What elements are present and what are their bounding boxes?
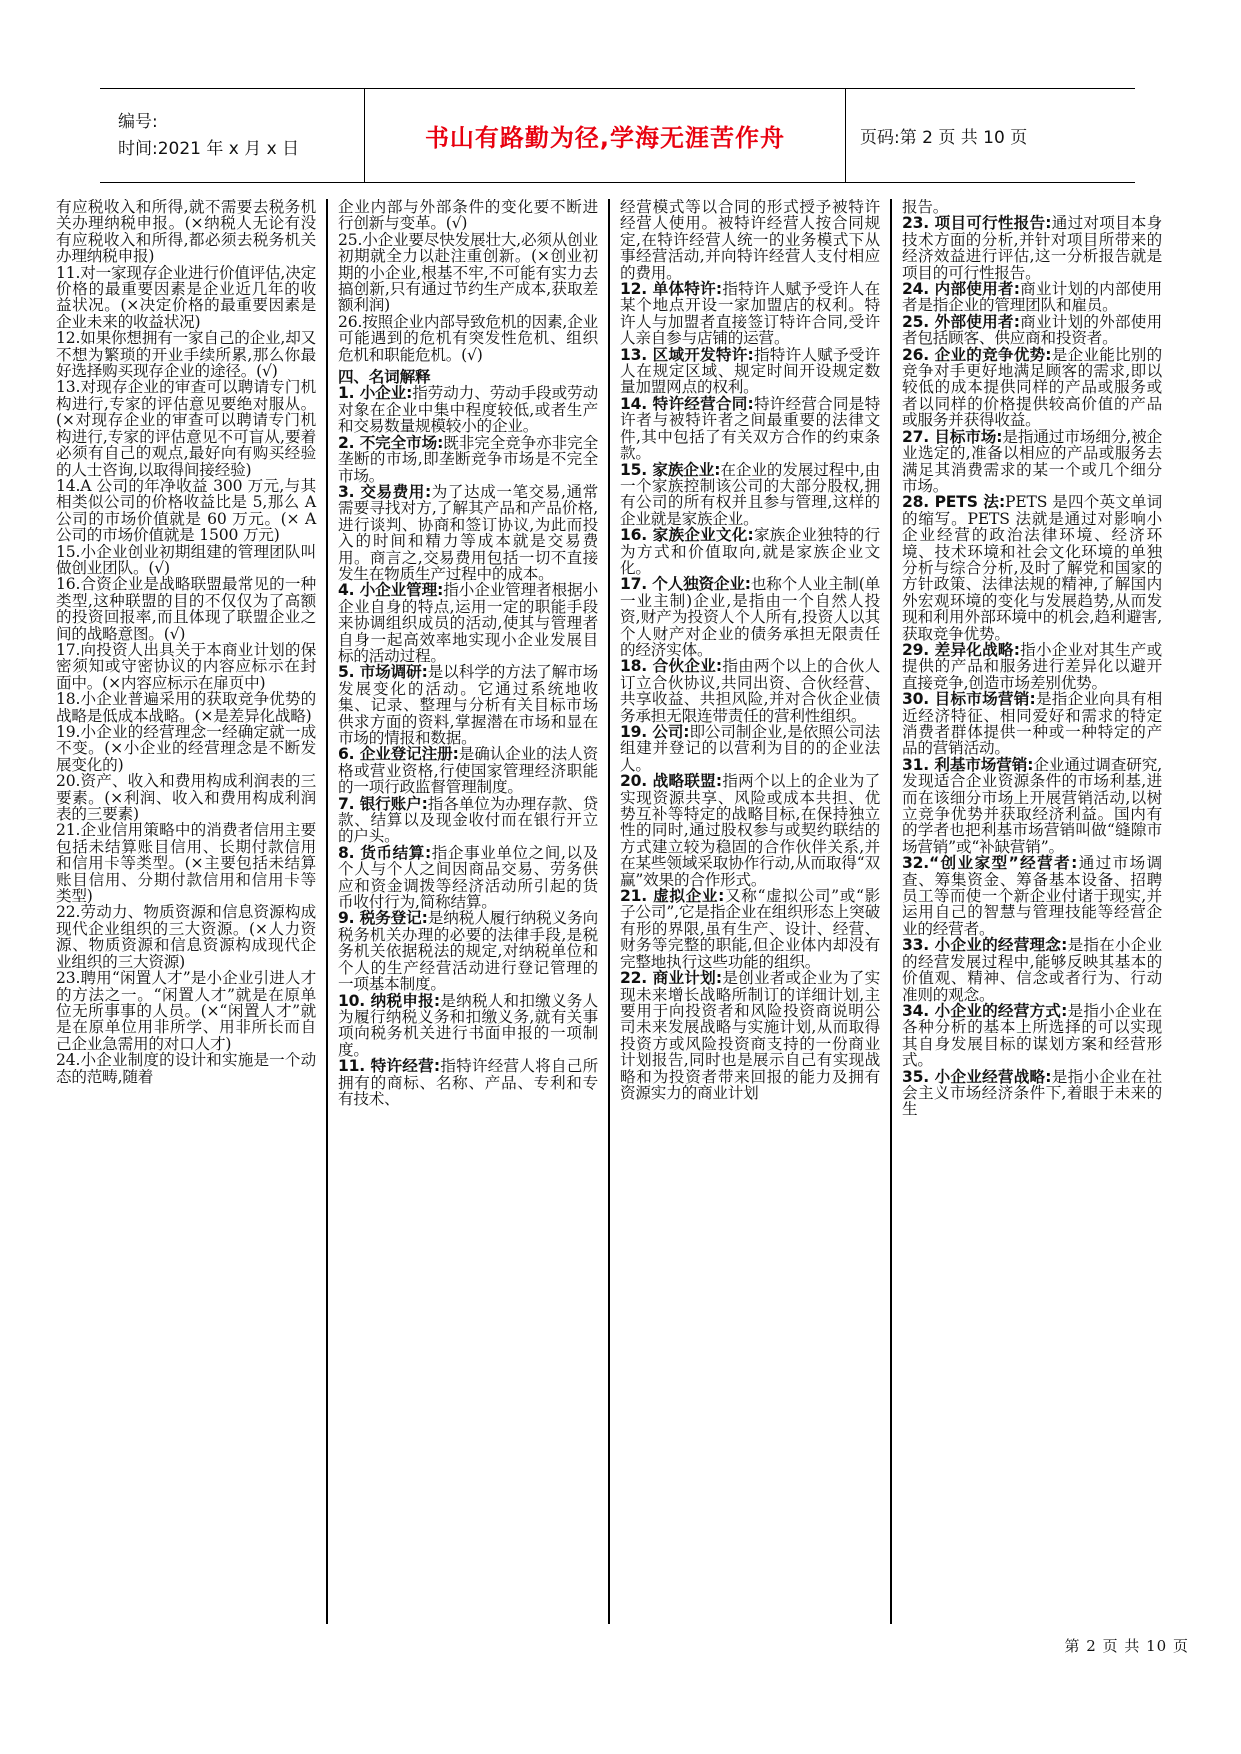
term-entry — [620, 724, 880, 773]
paragraph-text: 是以科学的方法了解市场发展变化的活动。它通过系统地收集、记录、整理与分析有关目标市场供求方面的资料,掌握潜在市场和显在市场的情报和数据。 — [338, 663, 598, 747]
paragraph-text: 14.A 公司的年净收益 300 万元,与其相类似公司的价格收益比是 5,那么 A 公司的市场价值就是 60 万元。(× A 公司的市场价值就是 1500 万元) — [56, 476, 316, 545]
term-label: 1. 小企业: — [338, 384, 413, 403]
header-meta — [100, 89, 364, 182]
paragraph-text: 商业计划的外部使用者包括顾客、供应商和投资者。 — [902, 312, 1162, 348]
text-paragraph — [56, 199, 316, 265]
term-entry — [902, 347, 1162, 429]
term-entry — [620, 773, 880, 888]
text-paragraph — [56, 773, 316, 822]
term-label: 32.“创业家型”经营者: — [902, 854, 1078, 873]
text-paragraph — [56, 822, 316, 904]
text-paragraph — [338, 314, 598, 363]
paragraph-text: 16.合资企业是战略联盟最常见的一种类型,这种联盟的目的不仅仅为了高额的投资回报率,而且体现了联盟企业之间的战略意图。(√) — [56, 575, 316, 643]
text-paragraph — [56, 576, 316, 642]
term-label: 18. 合伙企业: — [620, 657, 722, 676]
paragraph-text: 25.小企业要尽快发展壮大,必须从创业初期就全力以赴注重创新。(×创业初期的小企业,根基不牢,不可能有实力去搞创新,只有通过节约生产成本,获取差额利润) — [338, 230, 598, 315]
term-label: 22. 商业计划: — [620, 969, 722, 988]
paragraph-text: 通过对项目本身技术方面的分析,并针对项目所带来的经济效益进行评估,这一分析报告就是项目的可行性报告。 — [902, 214, 1163, 282]
paragraph-text: 通过市场调查、筹集资金、筹备基本设备、招聘员工等而使一个新企业付诸于现实,并运用自己的智慧与管理技能等经营企业的经营者。 — [902, 854, 1162, 938]
term-entry — [902, 429, 1162, 495]
text-paragraph — [56, 478, 316, 544]
term-entry — [620, 347, 880, 396]
text-paragraph — [56, 691, 316, 724]
term-label: 27. 目标市场: — [902, 427, 1003, 446]
term-label: 16. 家族企业文化: — [620, 526, 754, 545]
paragraph-text: 为了达成一笔交易,通常需要寻找对方,了解其产品和产品价格,进行谈判、协商和签订协议,为此而投入的时间和精力等成本就是交易费用。商言之,交易费用包括一切不直接发生在物质生产过程中的成本。 — [338, 482, 598, 583]
term-label: 35. 小企业经营战略: — [902, 1067, 1052, 1086]
term-entry — [620, 281, 880, 347]
term-entry — [902, 314, 1162, 347]
paragraph-text: 指小企业管理者根据小企业自身的特点,运用一定的职能手段来协调组织成员的活动,使其与管理者自身一起高效率地实现小企业发展目标的活动过程。 — [338, 581, 598, 665]
paragraph-text: 即公司制企业,是依照公司法组建并登记的以营利为目的的企业法人。 — [620, 723, 881, 774]
term-label: 3. 交易费用: — [338, 482, 431, 501]
text-column-2 — [332, 199, 604, 1624]
term-label: 26. 企业的竞争优势: — [902, 345, 1052, 364]
text-paragraph — [338, 199, 598, 232]
paragraph-text: 是创业者或企业为了实现未来增长战略所制订的详细计划,主要用于向投资者和风险投资商说明公司未来发展战略与实施计划,从而取得投资方或风险投资商支持的一份商业计划报告,同时也是展示自己有实现战略和为投资者带来回报的能力及拥有资源实力的商业计划 — [620, 969, 880, 1102]
paragraph-text: 19.小企业的经营理念一经确定就一成不变。(×小企业的经营理念是不断发展变化的) — [56, 723, 316, 774]
term-label: 25. 外部使用者: — [902, 312, 1020, 331]
term-entry — [620, 396, 880, 462]
paragraph-text: 24.小企业制度的设计和实施是一个动态的范畴,随着 — [56, 1051, 316, 1086]
term-label: 10. 纳税申报: — [338, 991, 440, 1010]
text-paragraph — [56, 642, 316, 691]
text-paragraph — [902, 199, 1162, 215]
term-label: 4. 小企业管理: — [338, 581, 444, 600]
term-label: 8. 货币结算: — [338, 843, 431, 862]
term-entry — [338, 664, 598, 746]
paragraph-text: 指特许人赋予受许人在规定区域、规定时间开设规定数量加盟网点的权利。 — [620, 345, 880, 397]
paragraph-text: 经营模式等以合同的形式授予被特许经营人使用。被特许经营人按合同规定,在特许经营人统一的业务模式下从事经营活动,并向特许经营人支付相应的费用。 — [620, 199, 880, 282]
term-label: 15. 家族企业: — [620, 460, 721, 479]
paragraph-text: 是指在小企业的经营发展过程中,能够反映其基本的价值观、精神、信念或者行为、行动准则的观念。 — [902, 936, 1162, 1004]
paragraph-text: 22.劳动力、物质资源和信息资源构成现代企业组织的三大资源。(×人力资源、物质资源和信息资源构成现代企业组织的三大资源) — [56, 903, 316, 971]
term-entry — [902, 494, 1162, 642]
paragraph-text: 指小企业对其生产或提供的产品和服务进行差异化以避开直接竞争,创造市场差别优势。 — [902, 640, 1162, 692]
term-label: 2. 不完全市场: — [338, 433, 444, 452]
paragraph-text: 企业通过调查研究,发现适合企业资源条件的市场利基,进而在该细分市场上开展营销活动,以树立竞争优势并获取经济利益。国内有的学者也把利基市场营销叫做“缝隙市场营销”或“补缺营销”。 — [902, 755, 1162, 856]
paragraph-text: 企业内部与外部条件的变化要不断进行创新与变革。(√) — [338, 199, 598, 233]
paragraph-text: 指企事业单位之间,以及个人与个人之间因商品交易、劳务供应和资金调拨等经济活动所引起的货币收付行为,简称结算。 — [338, 843, 598, 912]
term-label: 20. 战略联盟: — [620, 772, 722, 791]
term-label: 5. 市场调研: — [338, 663, 428, 682]
text-paragraph — [56, 970, 316, 1052]
paragraph-text: 指两个以上的企业为了实现资源共享、风险或成本共担、优势互补等特定的战略目标,在保持独立性的同时,通过股权参与或契约联结的方式建立较为稳固的合作伙伴关系,并在某些领域采取协作行动,从而取得“双赢”效果的合作形式。 — [620, 772, 880, 889]
paragraph-text: 指特许经营人将自己所拥有的商标、名称、产品、专利和专有技术、 — [338, 1057, 598, 1108]
term-entry — [902, 215, 1162, 281]
text-column-1 — [50, 199, 322, 1624]
paragraph-text: 12.如果你想拥有一家自己的企业,却又不想为繁琐的开业手续所累,那么你最好选择购买现存企业的途径。(√) — [56, 329, 316, 381]
text-paragraph — [56, 1052, 316, 1085]
column-divider — [890, 199, 892, 1624]
text-paragraph — [56, 265, 316, 331]
paragraph-text: 商业计划的内部使用者是指企业的管理团队和雇员。 — [902, 280, 1162, 315]
column-divider — [608, 199, 610, 1624]
text-paragraph — [338, 232, 598, 314]
term-entry — [620, 527, 880, 576]
paragraph-text: 在企业的发展过程中,由一个家族控制该公司的大部分股权,拥有公司的所有权并且参与管理,这样的企业就是家族企业。 — [620, 460, 880, 528]
term-entry — [902, 757, 1162, 855]
paragraph-text: 23.聘用“闲置人才”是小企业引进人才的方法之一。“闲置人才”就是在原单位无所事事的人员。(×“闲置人才”就是在原单位用非所学、用非所长而自己企业急需用的对口人才) — [56, 969, 316, 1053]
term-entry — [338, 993, 598, 1059]
text-paragraph — [620, 199, 880, 281]
term-label: 11. 特许经营: — [338, 1057, 440, 1076]
header-motto-cell — [364, 89, 846, 182]
term-entry — [338, 484, 598, 582]
term-entry — [902, 1069, 1162, 1118]
term-label: 21. 虚拟企业: — [620, 887, 725, 906]
text-paragraph — [56, 330, 316, 379]
paragraph-text: 特许经营合同是特许者与被特许者之间最重要的法律文件,其中包括了有关双方合作的约束条款。 — [620, 394, 880, 463]
term-entry — [902, 855, 1162, 937]
paragraph-text: 报告。 — [902, 199, 949, 216]
paragraph-text: 也称个人业主制(单一业主制)企业,是指由一个自然人投资,财产为投资人个人所有,投资人以其个人财产对企业的债务承担无限责任的经济实体。 — [620, 575, 880, 659]
term-entry — [620, 462, 880, 528]
paragraph-text: PETS 是四个英文单词的缩写。PETS 法就是通过对影响小企业经营的政治法律环境、经济环境、技术环境和社会文化环境的单独分析与综合分析,及时了解党和国家的方针政策、法律法规的精神,了解国内外宏观环境的变化与发展趋势,从而发现和利用外部环境中的机会,趋利避害,获取竞争优势。 — [902, 493, 1162, 643]
term-label: 7. 银行账户: — [338, 794, 428, 813]
term-label: 14. 特许经营合同: — [620, 394, 754, 413]
number-label: 编号: — [118, 111, 158, 132]
term-label: 23. 项目可行性报告: — [902, 214, 1052, 233]
term-entry — [338, 746, 598, 795]
header-page-cell — [846, 89, 1135, 182]
term-entry — [338, 582, 598, 664]
term-label: 24. 内部使用者: — [902, 280, 1020, 299]
term-entry — [902, 691, 1162, 757]
term-label: 13. 区域开发特许: — [620, 345, 754, 364]
section-heading: 四、名词解释 — [338, 368, 431, 387]
text-column-3 — [614, 199, 886, 1624]
paragraph-text: 指特许人赋予受许人在某个地点开设一家加盟店的权利。特许人与加盟者直接签订特许合同,受许人亲自参与店铺的运营。 — [620, 280, 880, 348]
page-header — [100, 88, 1135, 183]
term-label: 34. 小企业的经营方式: — [902, 1001, 1068, 1020]
term-label: 9. 税务登记: — [338, 909, 428, 928]
term-label: 19. 公司: — [620, 723, 690, 741]
paragraph-text: 是指小企业在社会主义市场经济条件下,着眼于未来的生 — [902, 1067, 1163, 1119]
term-entry — [338, 385, 598, 434]
motto: 书山有路勤为径,学海无涯苦作舟 — [424, 124, 786, 152]
text-paragraph — [56, 544, 316, 577]
page-footer: 第 2 页 共 10 页 — [1064, 1637, 1189, 1655]
paragraph-text: 17.向投资人出具关于本商业计划的保密须知或守密协议的内容应标示在封面中。(×内容应标示在扉页中) — [56, 640, 316, 692]
page-label: 页码:第 2 页 共 10 页 — [860, 128, 1028, 148]
paragraph-text: 20.资产、收入和费用构成利润表的三要素。(×利润、收入和费用构成利润表的三要素) — [56, 772, 316, 824]
term-entry — [338, 845, 598, 911]
paragraph-text: 是确认企业的法人资格或营业资格,行使国家管理经济职能的一项行政监督管理制度。 — [338, 745, 598, 797]
paragraph-text: 指劳动力、劳动手段或劳动对象在企业中集中程度较低,或者生产和交易数量规模较小的企业。 — [338, 384, 598, 436]
term-label: 28. PETS 法: — [902, 493, 1006, 512]
text-paragraph — [56, 904, 316, 970]
term-label: 30. 目标市场营销: — [902, 690, 1036, 709]
term-entry — [902, 281, 1162, 314]
paragraph-text: 是纳税人履行纳税义务向税务机关办理的必要的法律手段,是税务机关依据税法的规定,对纳税单位和个人的生产经营活动进行登记管理的一项基本制度。 — [338, 909, 598, 994]
term-entry — [338, 910, 598, 992]
paragraph-text: 指由两个以上的合伙人订立合伙协议,共同出资、合伙经营、共享收益、共担风险,并对合伙企业债务承担无限连带责任的营利性组织。 — [620, 657, 880, 725]
term-entry — [338, 796, 598, 845]
term-entry — [620, 970, 880, 1101]
text-column-4 — [896, 199, 1168, 1624]
paragraph-text: 既非完全竞争亦非完全垄断的市场,即垄断竞争市场是不完全市场。 — [338, 433, 598, 485]
term-label: 29. 差异化战略: — [902, 640, 1020, 659]
paragraph-text: 是指小企业在各种分析的基本上所选择的可以实现其自身发展目标的谋划方案和经营形式。 — [902, 1001, 1162, 1070]
paragraph-text: 是纳税人和扣缴义务人为履行纳税义务和扣缴义务,就有关事项向税务机关进行书面申报的一项制度。 — [338, 991, 598, 1059]
paragraph-text: 是指通过市场细分,被企业选定的,准备以相应的产品或服务去满足其消费需求的某一个或几个细分市场。 — [902, 427, 1162, 495]
paragraph-text: 18.小企业普遍采用的获取竞争优势的战略是低成本战略。(×是差异化战略) — [56, 690, 316, 725]
column-divider — [326, 199, 328, 1624]
paragraph-text: 13.对现存企业的审查可以聘请专门机构进行,专家的评估意见要绝对服从。(×对现存企业的审查可以聘请专门机构进行,专家的评估意见不可盲从,要着必须有自己的观点,最好向有购买经验的人士咨询,以取得间接经验) — [56, 378, 316, 479]
term-label: 12. 单体特许: — [620, 280, 722, 299]
term-entry — [338, 435, 598, 484]
term-entry — [620, 576, 880, 658]
term-entry — [902, 642, 1162, 691]
term-entry — [902, 937, 1162, 1003]
paragraph-text: 是企业能比别的竞争对手更好地满足顾客的需求,即以较低的成本提供同样的产品或服务或者以同样的价格提供较高价值的产品或服务并获得收益。 — [902, 345, 1163, 430]
paragraph-text: 家族企业独特的行为方式和价值取向,就是家族企业文化。 — [620, 526, 880, 577]
time-label: 时间:2021 年 x 月 x 日 — [118, 138, 300, 159]
term-entry — [902, 1003, 1162, 1069]
term-label: 33. 小企业的经营理念: — [902, 936, 1068, 955]
paragraph-text: 有应税收入和所得,就不需要去税务机关办理纳税申报。(×纳税人无论有没有应税收入和所得,都必须去税务机关办理纳税申报) — [56, 199, 316, 266]
paragraph-text: 21.企业信用策略中的消费者信用主要包括未结算账目信用、长期付款信用和信用卡等类型。(×主要包括未结算账目信用、分期付款信用和信用卡等类型) — [56, 821, 316, 906]
paragraph-text: 26.按照企业内部导致危机的因素,企业可能遇到的危机有突发性危机、组织危机和职能危机。(√) — [338, 312, 598, 364]
paragraph-text: 11.对一家现存企业进行价值评估,决定价格的最重要因素是企业近几年的收益状况。(×决定价格的最重要因素是企业未来的收益状况) — [56, 263, 316, 331]
paragraph-text: 又称“虚拟公司”或“影子公司”,它是指企业在组织形态上突破有形的界限,虽有生产、设计、经营、财务等完整的职能,但企业体内却没有完整地执行这些功能的组织。 — [620, 887, 880, 971]
term-entry — [620, 658, 880, 724]
paragraph-text: 是指企业向具有相近经济特征、相同爱好和需求的特定消费者群体提供一种或一种特定的产品的营销活动。 — [902, 690, 1162, 758]
term-label: 6. 企业登记注册: — [338, 745, 459, 764]
term-entry — [338, 1058, 598, 1107]
text-paragraph — [56, 379, 316, 477]
term-label: 17. 个人独资企业: — [620, 575, 751, 594]
text-columns — [50, 199, 1191, 1624]
text-paragraph — [56, 724, 316, 773]
paragraph-text: 15.小企业创业初期组建的管理团队叫做创业团队。(√) — [56, 542, 316, 577]
paragraph-text: 指各单位为办理存款、贷款、结算以及现金收付而在银行开立的户头。 — [338, 794, 598, 846]
term-entry — [620, 888, 880, 970]
term-label: 31. 利基市场营销: — [902, 755, 1034, 774]
